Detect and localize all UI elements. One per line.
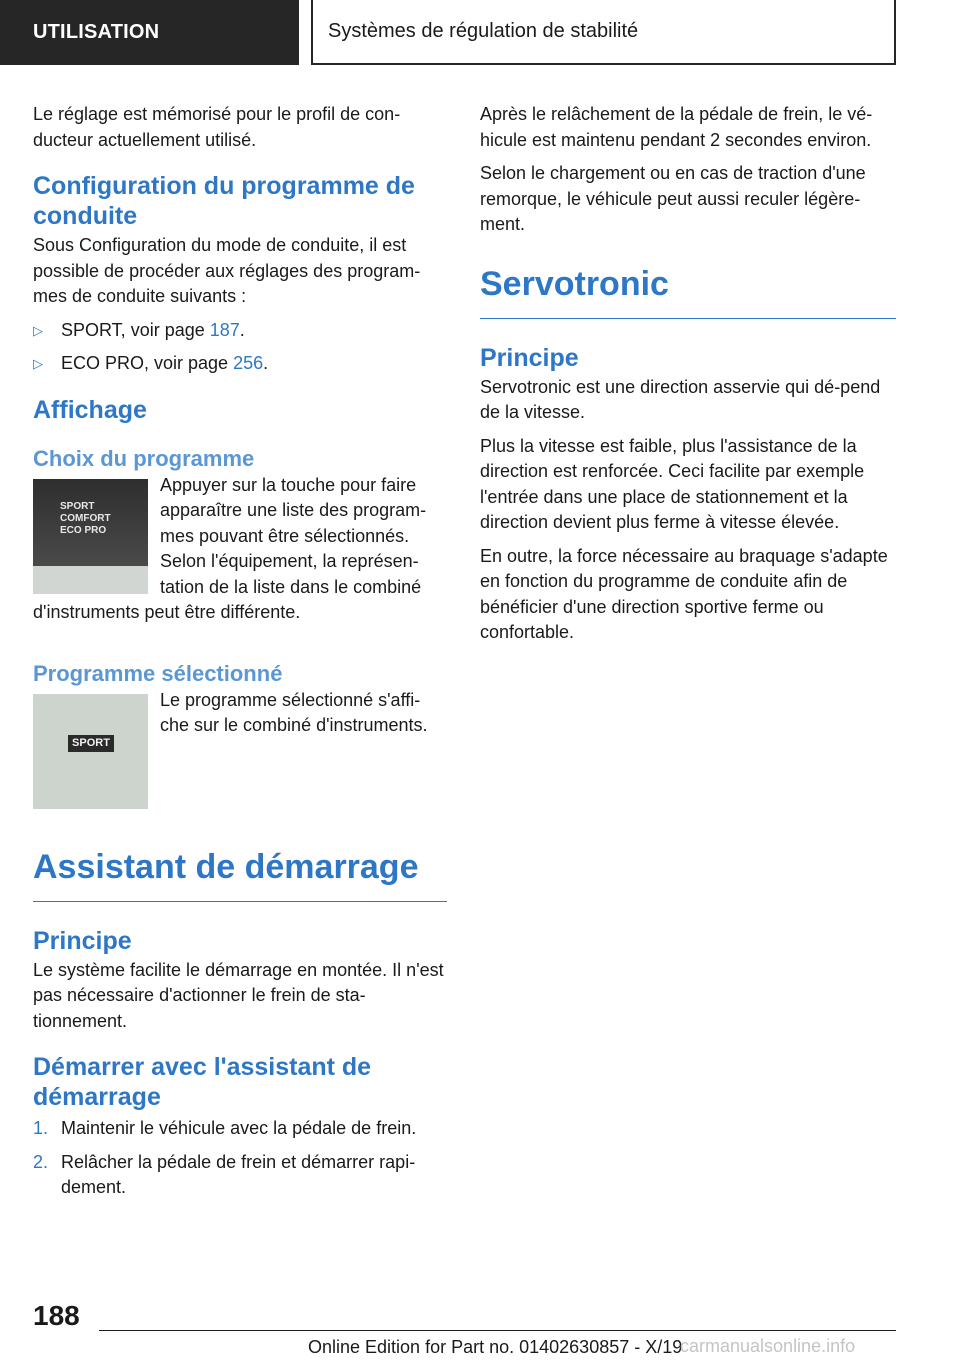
config-list: [33, 318, 447, 377]
steps-list: [33, 1116, 447, 1201]
page-number: 188: [33, 1300, 80, 1331]
list-item: [33, 1150, 447, 1201]
edition-text: Online Edition for Part no. 01402630857 - X/19: [308, 1337, 683, 1357]
servotronic-heading: Servotronic: [480, 264, 896, 319]
choix-block: [33, 473, 447, 634]
footer-divider: [99, 1330, 896, 1331]
choix-paragraph: Appuyer sur la touche pour faire apparaître une liste des program-mes pouvant être sélectionnés. Selon l'équipement, la représen-tation de la liste dans le combiné d'instruments peut être différente.: [33, 474, 427, 622]
load-paragraph: Selon le chargement ou en cas de traction d'une remorque, le véhicule peut aussi reculer légère-ment.: [480, 163, 866, 234]
list-item: ▷ SPORT, voir page 187.: [33, 318, 447, 344]
header-chapter-label: Systèmes de régulation de stabilité: [328, 20, 639, 42]
sport-indicator: SPORT: [68, 735, 114, 752]
brake-release-paragraph: Après le relâchement de la pédale de frein, le vé-hicule est maintenu pendant 2 secondes environ.: [480, 104, 873, 150]
page-link-187[interactable]: 187: [209, 319, 240, 340]
program-menu: [60, 501, 111, 537]
step-text: Relâcher la pédale de frein et démarrer rapi-dement.: [61, 1151, 416, 1197]
servo-paragraph-3: En outre, la force nécessaire au braquage s'adapte en fonction du programme de conduite afin de bénéficier d'une direction sportive ferme ou confortable.: [480, 545, 888, 642]
servo-paragraph-2: Plus la vitesse est faible, plus l'assistance de la direction est renforcée. Ceci facilite par exemple l'entrée dans une place de stationnement et la direction devient plus ferme à vitesse élevée.: [480, 435, 865, 532]
console-strip: [33, 566, 148, 594]
choix-heading: Choix du programme: [33, 445, 255, 471]
selection-heading: Programme sélectionné: [33, 660, 283, 686]
intro-paragraph: Le réglage est mémorisé pour le profil de con-ducteur actuellement utilisé.: [33, 104, 401, 150]
config-paragraph: Sous Configuration du mode de conduite, il est possible de procéder aux réglages des program-mes de conduite suivants :: [33, 235, 421, 306]
selection-block: [33, 688, 447, 813]
triangle-bullet-icon: ▷: [33, 322, 43, 338]
assistant-heading: Assistant de démarrage: [33, 847, 447, 902]
demarrer-heading: Démarrer avec l'assistant de démarrage: [33, 1053, 372, 1111]
servo-principe-heading: Principe: [480, 343, 579, 372]
left-column: [33, 102, 447, 1209]
display-screen: [33, 479, 148, 566]
watermark-text: carmanualsonline.info: [680, 1336, 856, 1356]
principe-heading: Principe: [33, 926, 132, 955]
step-number: 1.: [33, 1118, 49, 1138]
selected-program-image: [33, 694, 148, 809]
step-text: Maintenir le véhicule avec la pédale de frein.: [61, 1118, 417, 1138]
header-section-tab: [0, 0, 299, 65]
affichage-heading: Affichage: [33, 395, 147, 424]
header-section-label: UTILISATION: [33, 21, 160, 43]
program-list-image: [33, 479, 148, 594]
header-chapter-tab: [311, 0, 896, 65]
config-heading: Configuration du programme de conduite: [33, 172, 415, 230]
principe-paragraph: Le système facilite le démarrage en montée. Il n'est pas nécessaire d'actionner le frein de sta-tionnement.: [33, 959, 444, 1031]
step-number: 2.: [33, 1151, 49, 1172]
servo-paragraph-1: Servotronic est une direction asservie qui dé-pend de la vitesse.: [480, 376, 881, 422]
list-item: [33, 1116, 447, 1142]
menu-item-sport: SPORT: [60, 500, 95, 512]
menu-item-ecopro: ECO PRO: [60, 524, 107, 536]
right-column: [480, 102, 896, 654]
page-link-256[interactable]: 256: [233, 353, 264, 373]
selection-paragraph: Le programme sélectionné s'affi-che sur le combiné d'instruments.: [160, 689, 428, 735]
triangle-bullet-icon: ▷: [33, 356, 43, 371]
list-item: ▷ ECO PRO, voir page 256.: [33, 351, 447, 377]
menu-item-comfort: COMFORT: [60, 512, 111, 524]
